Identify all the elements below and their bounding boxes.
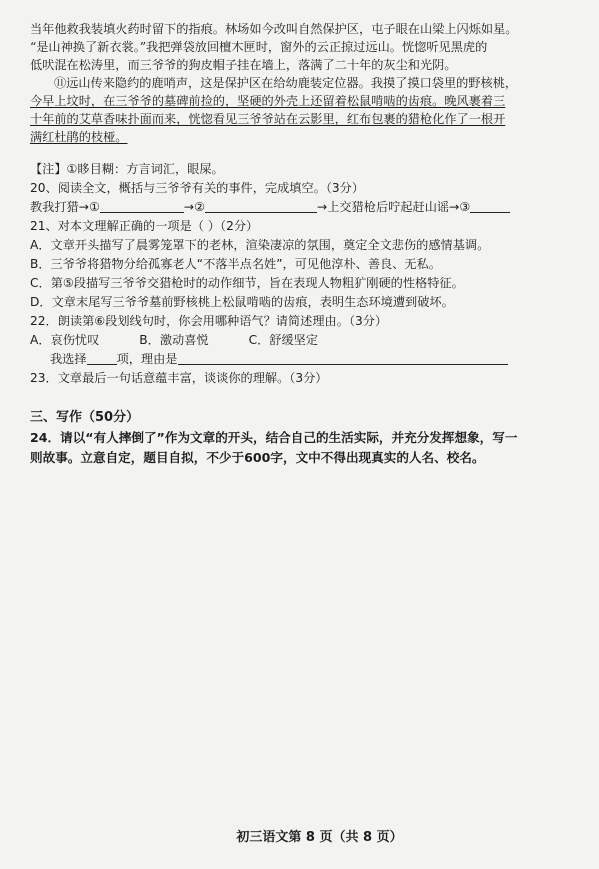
question-24-line-2: 则故事。立意自定，题目自拟，不少于600字，文中不得出现真实的人名、校名。 (30, 450, 485, 465)
underlined-line-3: 满红杜鹃的枝桠。 (30, 130, 128, 144)
option-a: A．文章开头描写了晨雾笼罩下的老林，渲染凄凉的氛围，奠定全文悲伤的感情基调。 (30, 238, 490, 252)
sequence-middle: →上交猎枪后咛起赶山谣→③ (317, 200, 471, 214)
option-c: C．第⑤段描写三爷爷交猎枪时的动作细节，旨在表现人物粗犷刚硬的性格特征。 (30, 276, 464, 290)
sequence-start: 教我打猎→① (30, 200, 100, 214)
writing-section-title: 三、写作（50分） (30, 410, 140, 425)
option-d: D．文章末尾写三爷爷墓前野核桃上松鼠啃啮的齿痕，表明生态环境遭到破坏。 (30, 295, 454, 309)
passage-line-1: 当年他救我装填火药时留下的指痕。林场如今改叫自然保护区，屯子眼在山梁上闪烁如星。 (30, 22, 518, 36)
choice-blank[interactable] (87, 352, 117, 365)
question-20: 20、阅读全文，概括与三爷爷有关的事件，完成填空。（3分） (30, 181, 365, 195)
tone-option-a: A．哀伤忧叹 (30, 333, 100, 347)
question-22: 22．朗读第⑥段划线句时，你会用哪种语气？请简述理由。（3分） (30, 314, 388, 328)
question-24-line-1: 24．请以“有人摔倒了”作为文章的开头，结合自己的生活实际，并充分发挥想象，写一 (30, 430, 518, 445)
sequence-arrow-2: →② (183, 200, 206, 214)
answer-blank-2[interactable] (205, 200, 317, 213)
question-22-options (30, 331, 569, 350)
question-20-sequence (30, 198, 569, 217)
page-footer: 初三语文第 8 页（共 8 页） (236, 830, 403, 845)
question-22-answer-row (30, 350, 569, 369)
passage-line-3: 低吠混在松涛里，而三爷爷的狗皮帽子挂在墙上，落满了二十年的灰尘和光阴。 (30, 58, 457, 72)
question-21: 21、对本文理解正确的一项是（ ）（2分） (30, 219, 259, 233)
underlined-line-2: 十年前的艾草香味扑面而来，恍惚看见三爷爷站在云影里，红布包裹的猎枪化作了一根开 (30, 112, 506, 126)
option-b: B．三爷爷将猎物分给孤寡老人“不落半点名姓”，可见他淳朴、善良、无私。 (30, 257, 441, 271)
reading-passage (30, 20, 569, 146)
choose-suffix: 项，理由是 (116, 352, 178, 366)
answer-blank-1[interactable] (100, 200, 184, 213)
question-23: 23．文章最后一句话意蕴丰富，谈谈你的理解。（3分） (30, 371, 328, 385)
answer-blank-3[interactable] (470, 200, 510, 213)
footnote: 【注】①眵目糊：方言词汇，眼屎。 (30, 162, 224, 176)
choose-prefix: 我选择 (50, 352, 87, 366)
passage-line-2: “是山神换了新衣裳。”我把弹袋放回檀木匣时，窗外的云正掠过远山。恍惚听见黑虎的 (30, 40, 488, 54)
paragraph-11-line-1: ⑪远山传来隐约的鹿哨声，这是保护区在给幼鹿装定位器。我摸了摸口袋里的野核桃， (54, 76, 518, 90)
underlined-line-1: 今早上坟时，在三爷爷的墓碑前捡的，坚硬的外壳上还留着松鼠啃啮的齿痕。晚风裹着三 (30, 94, 506, 108)
tone-option-c: C．舒缓坚定 (248, 333, 319, 347)
tone-option-b: B．激动喜悦 (139, 333, 209, 347)
reason-blank[interactable] (178, 352, 508, 365)
